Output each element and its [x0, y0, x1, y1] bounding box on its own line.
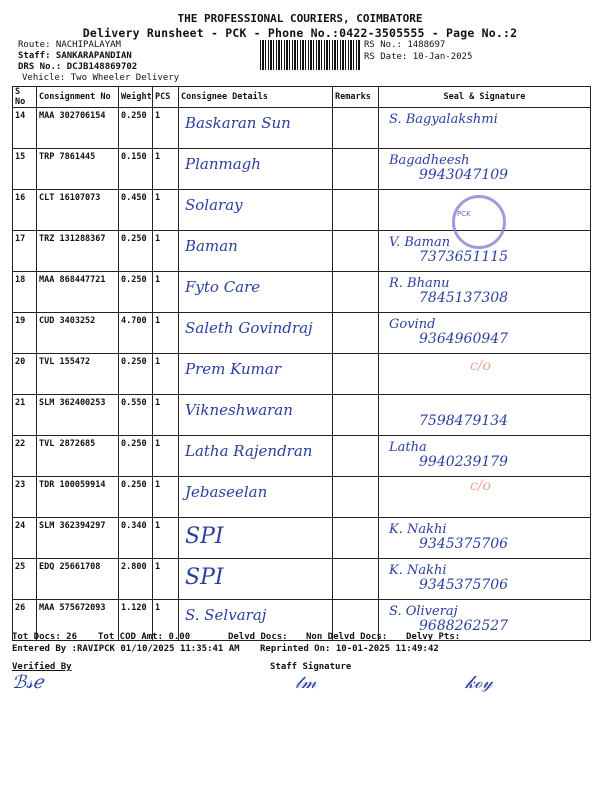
consignee-handwriting: Baman — [185, 237, 238, 255]
cell-consignee — [179, 190, 333, 231]
cell-sno: 19 — [13, 313, 37, 354]
phone-handwriting: 9364960947 — [419, 331, 509, 347]
seal-stamp — [452, 195, 506, 249]
cell-remarks — [333, 108, 379, 149]
consignee-handwriting: Jebaseelan — [185, 483, 268, 501]
table-row — [13, 272, 591, 313]
cell-weight: 0.250 — [119, 477, 153, 518]
cell-pcs: 1 — [153, 149, 179, 190]
signature-handwriting: V. Baman — [389, 235, 451, 250]
signature-handwriting: Bagadheesh — [389, 153, 470, 168]
cell-consignee — [179, 149, 333, 190]
staff-signature-label: Staff Signature — [270, 662, 352, 672]
reprinted-on: Reprinted On: 10-01-2025 11:49:42 — [260, 644, 439, 654]
cell-weight: 2.800 — [119, 559, 153, 600]
cell-signature — [379, 395, 591, 436]
cell-pcs: 1 — [153, 231, 179, 272]
cell-sno: 26 — [13, 600, 37, 641]
delvy-pts: Delvy Pts: — [406, 632, 461, 642]
entered-by: Entered By :RAVIPCK 01/10/2025 11:35:41 AM — [12, 644, 240, 654]
cell-consignment: CUD 3403252 — [37, 313, 119, 354]
col-remarks: Remarks — [333, 87, 379, 108]
table-row — [13, 108, 591, 149]
cell-sno: 21 — [13, 395, 37, 436]
phone-handwriting: 7373651115 — [419, 249, 509, 265]
drs-label: DRS No.: DCJB148869702 — [18, 62, 138, 72]
cell-sno: 22 — [13, 436, 37, 477]
table-header-row — [13, 87, 591, 108]
phone-handwriting: 9345375706 — [419, 577, 509, 593]
cell-remarks — [333, 477, 379, 518]
runsheet-subtitle: Delivery Runsheet - PCK - Phone No.:0422-3505555 - Page No.:2 — [82, 26, 518, 40]
cell-remarks — [333, 559, 379, 600]
cell-remarks — [333, 395, 379, 436]
phone-handwriting: 9688262527 — [419, 618, 509, 634]
col-sno: S No — [13, 87, 37, 108]
cell-sno: 25 — [13, 559, 37, 600]
phone-handwriting: 7598479134 — [419, 413, 509, 429]
table-row — [13, 436, 591, 477]
consignee-handwriting: Planmagh — [185, 155, 261, 173]
cell-pcs: 1 — [153, 559, 179, 600]
cell-weight: 0.550 — [119, 395, 153, 436]
runsheet-table — [12, 86, 591, 641]
signature-handwriting: R. Bhanu — [389, 276, 450, 291]
cell-remarks — [333, 190, 379, 231]
cell-consignment: CLT 16107073 — [37, 190, 119, 231]
phone-handwriting: 9943047109 — [419, 167, 509, 183]
cell-weight: 0.250 — [119, 231, 153, 272]
consignee-handwriting: Solaray — [185, 196, 243, 214]
signature-handwriting: S. Oliveraj — [389, 604, 458, 619]
table-row — [13, 149, 591, 190]
cell-weight: 0.450 — [119, 190, 153, 231]
cell-consignment: TRP 7861445 — [37, 149, 119, 190]
cell-pcs: 1 — [153, 395, 179, 436]
cell-weight: 1.120 — [119, 600, 153, 641]
consignee-handwriting: Fyto Care — [185, 278, 261, 296]
tot-docs: Tot Docs: 26 — [12, 632, 78, 642]
consignee-handwriting: Saleth Govindraj — [185, 319, 313, 337]
col-consignment: Consignment No — [37, 87, 119, 108]
cell-consignee — [179, 313, 333, 354]
cell-weight: 0.340 — [119, 518, 153, 559]
cell-weight: 0.150 — [119, 149, 153, 190]
cell-pcs: 1 — [153, 600, 179, 641]
cell-consignment: TVL 155472 — [37, 354, 119, 395]
receiver-signature: 𝓀ℴ𝓎 — [465, 672, 493, 693]
cell-weight: 0.250 — [119, 108, 153, 149]
cell-pcs: 1 — [153, 354, 179, 395]
cell-signature — [379, 272, 591, 313]
signature-handwriting: Latha — [389, 440, 427, 455]
cell-signature — [379, 436, 591, 477]
verified-by: Verified By — [12, 662, 72, 672]
staff-label: Staff: SANKARAPANDIAN — [18, 51, 132, 61]
cell-sno: 20 — [13, 354, 37, 395]
col-signature: Seal & Signature — [379, 87, 591, 108]
table-row — [13, 313, 591, 354]
cell-consignee — [179, 272, 333, 313]
cell-sno: 16 — [13, 190, 37, 231]
cell-pcs: 1 — [153, 108, 179, 149]
cell-consignment: MAA 868447721 — [37, 272, 119, 313]
company-title: THE PROFESSIONAL COURIERS, COIMBATORE — [177, 12, 423, 25]
table-row — [13, 354, 591, 395]
cell-remarks — [333, 231, 379, 272]
cell-consignee — [179, 559, 333, 600]
cell-sno: 23 — [13, 477, 37, 518]
signature-handwriting: K. Nakhi — [389, 563, 447, 578]
cell-remarks — [333, 272, 379, 313]
consignee-handwriting: SPI — [185, 565, 224, 590]
verifier-signature: ℬ𝓈ℯ — [12, 672, 44, 693]
cell-sno: 15 — [13, 149, 37, 190]
cell-signature — [379, 313, 591, 354]
table-row — [13, 395, 591, 436]
rs-no-label: RS No.: 1488697 — [364, 40, 446, 50]
cell-signature — [379, 149, 591, 190]
seal-stamp-text: PCK — [457, 210, 471, 218]
consignee-handwriting: S. Selvaraj — [185, 606, 267, 624]
cell-sno: 14 — [13, 108, 37, 149]
cell-consignment: SLM 362400253 — [37, 395, 119, 436]
cell-consignment: EDQ 25661708 — [37, 559, 119, 600]
cell-consignment: MAA 575672093 — [37, 600, 119, 641]
cell-remarks — [333, 313, 379, 354]
cell-remarks — [333, 518, 379, 559]
col-weight: Weight — [119, 87, 153, 108]
cell-signature — [379, 108, 591, 149]
cell-consignment: TVL 2872685 — [37, 436, 119, 477]
signature-handwriting: S. Bagyalakshmi — [389, 112, 498, 127]
faint-mark: c/o — [470, 358, 491, 374]
cell-weight: 4.700 — [119, 313, 153, 354]
consignee-handwriting: Prem Kumar — [185, 360, 282, 378]
signature-handwriting: K. Nakhi — [389, 522, 447, 537]
col-consignee: Consignee Details — [179, 87, 333, 108]
cell-consignee — [179, 354, 333, 395]
cell-consignment: TRZ 131288367 — [37, 231, 119, 272]
col-pcs: PCS — [153, 87, 179, 108]
delvd-docs: Delvd Docs: — [228, 632, 288, 642]
cell-consignee — [179, 518, 333, 559]
cell-consignee — [179, 108, 333, 149]
cell-consignment: TDR 100059914 — [37, 477, 119, 518]
faint-mark: c/o — [470, 478, 491, 494]
cell-weight: 0.250 — [119, 436, 153, 477]
cell-signature — [379, 518, 591, 559]
cell-remarks — [333, 149, 379, 190]
cell-pcs: 1 — [153, 436, 179, 477]
cell-weight: 0.250 — [119, 272, 153, 313]
cell-sno: 24 — [13, 518, 37, 559]
cell-pcs: 1 — [153, 190, 179, 231]
cell-sno: 18 — [13, 272, 37, 313]
cell-sno: 17 — [13, 231, 37, 272]
barcode — [260, 40, 360, 70]
consignee-handwriting: Latha Rajendran — [185, 442, 313, 460]
table-row — [13, 518, 591, 559]
table-row — [13, 477, 591, 518]
staff-signature: 𝓉𝓂 — [295, 672, 317, 693]
cell-consignment: MAA 302706154 — [37, 108, 119, 149]
cell-remarks — [333, 436, 379, 477]
cell-pcs: 1 — [153, 477, 179, 518]
cell-consignee — [179, 477, 333, 518]
cell-remarks — [333, 354, 379, 395]
cell-pcs: 1 — [153, 518, 179, 559]
tot-cod: Tot COD Amt: 0.00 — [98, 632, 191, 642]
consignee-handwriting: Vikneshwaran — [185, 401, 293, 419]
phone-handwriting: 7845137308 — [419, 290, 509, 306]
cell-pcs: 1 — [153, 313, 179, 354]
consignee-handwriting: SPI — [185, 524, 224, 549]
cell-consignment: SLM 362394297 — [37, 518, 119, 559]
cell-consignee — [179, 395, 333, 436]
non-delvd-docs: Non Delvd Docs: — [306, 632, 388, 642]
cell-consignee — [179, 231, 333, 272]
cell-signature — [379, 559, 591, 600]
table-row — [13, 231, 591, 272]
consignee-handwriting: Baskaran Sun — [185, 114, 291, 132]
rs-date-label: RS Date: 10-Jan-2025 — [364, 52, 473, 62]
phone-handwriting: 9940239179 — [419, 454, 509, 470]
cell-pcs: 1 — [153, 272, 179, 313]
vehicle-label: Vehicle: Two Wheeler Delivery — [22, 73, 180, 83]
signature-handwriting: Govind — [389, 317, 436, 332]
cell-consignee — [179, 436, 333, 477]
table-row — [13, 559, 591, 600]
cell-weight: 0.250 — [119, 354, 153, 395]
phone-handwriting: 9345375706 — [419, 536, 509, 552]
route-label: Route: NACHIPALAYAM — [18, 40, 121, 50]
